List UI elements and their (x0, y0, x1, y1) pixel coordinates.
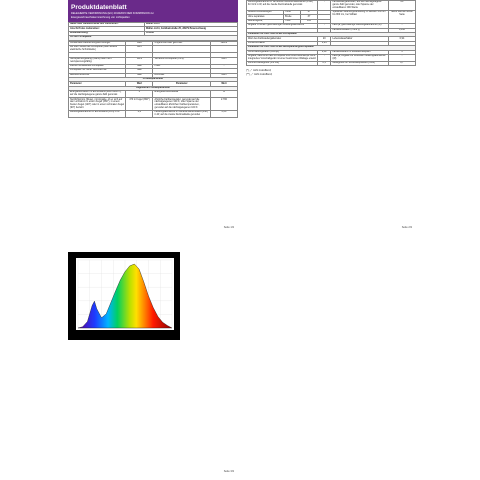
cell: 37 (301, 15, 318, 19)
cell: NDLS (210, 41, 237, 45)
cell: 470 in Kugel (360°) (126, 98, 153, 111)
cell: - (388, 24, 415, 28)
cell: Flimmer-Messgröße (Pst LM) (247, 62, 318, 66)
cell: Energieeffizienzklasse (153, 91, 210, 98)
cell: - (317, 1, 331, 11)
cell: 4 (126, 91, 153, 98)
section-heading: Parameter für LED- und OLED-Netzspannungslichtquellen (247, 46, 416, 50)
cell (210, 45, 237, 52)
cell: Nein (126, 73, 153, 77)
cell: Energieverbrauch im Ein-Zustand (kWh/1000 h), auf die nächstgelegene ganze Zahl gerundet (69, 91, 126, 98)
cell: 0,7 (388, 62, 415, 66)
info-value: Müller-Licht (145, 23, 238, 27)
table-row (247, 1, 416, 11)
column-header: Wert (210, 82, 237, 86)
cell: Falls ja, gleichwertige Leistungsaufnahme (W) (331, 24, 388, 28)
cell: Breite (284, 15, 301, 19)
cell: Lebensdauerfaktor (331, 37, 388, 41)
section-heading: Parameter für LED- und OLED-Lichtquellen (247, 32, 416, 36)
cell: Farbkonsistenz in McAdam-Ellipsen (331, 50, 388, 54)
cell: 105 (301, 19, 318, 23)
cell: - (388, 54, 415, 61)
cell: Siehe Bild auf letzter Seite (388, 10, 415, 23)
cell: Äußere Abmessungen (247, 10, 284, 14)
cell: Nein (210, 73, 237, 77)
section-heading: Allgemeine Produktparameter (69, 86, 238, 90)
cell: Nein (126, 64, 153, 68)
page-number: Seite 1/3 (223, 226, 234, 229)
page-number: Seite 2/3 (401, 226, 412, 229)
cell: Verwendete Beleuchtungstechnologie: (69, 41, 126, 45)
type-table (68, 41, 238, 119)
table-row (69, 91, 238, 98)
cell: Nein (210, 57, 237, 64)
cell: Farbwiedergabeindex, auf die nächstgelegene ganze Zahl gerundet, oder Spanne der einstellbaren CRI-Werte (331, 1, 388, 11)
cell: MLS (126, 57, 153, 64)
cell: - (317, 24, 331, 28)
cell: Tiefe (284, 19, 301, 23)
cell: Lichtquelle mit hoher Leuchtdichte: (69, 69, 126, 73)
section-heading: Art der Lichtquelle: (69, 36, 238, 40)
info-label: Anschrift des Lieferanten: (69, 27, 145, 31)
footnote: (**) „-" nicht zutreffend; (246, 73, 273, 77)
cell: Farblich einstellbare Lichtquelle: (69, 64, 126, 68)
cell: - (317, 54, 331, 61)
info-value: 401193 (145, 31, 238, 35)
table-row (69, 45, 238, 52)
cell: Messgröße für Stroboskop-Effekt (SVM) (331, 62, 388, 66)
page-title: Produktdatenblatt (71, 4, 127, 11)
cell: Hülle: (153, 64, 210, 68)
cell: E14 (126, 45, 153, 52)
table-row (69, 57, 238, 64)
cell: Leistungsaufnahme im Ein-Zustand (Pon) in W (69, 111, 126, 118)
cell: Dimmbar: (153, 73, 210, 77)
cell: Verschiebungsfaktor (cos φ1) (247, 50, 318, 54)
datasheet-page-1 (68, 0, 238, 236)
cell: 20 (317, 37, 331, 41)
info-label: Modellkennung: (69, 31, 145, 35)
cell: Mit oder Sockel der Lichtquelle (oder andere elektrische Schnittstelle) (69, 45, 126, 52)
subtitle-line: DELEGIERTE VERORDNUNG (EU) 2019/2015 DER KOMMISSION zur (71, 12, 154, 15)
cell (153, 45, 210, 52)
table-row (69, 111, 238, 118)
page-number: Seite 3/3 (223, 470, 234, 473)
cell: Farbkoordinaten (x und y) (331, 28, 388, 32)
datasheet-page-2 (246, 0, 416, 236)
cell: 0,94 (317, 41, 331, 45)
cell: Leistungsaufnahme im Bereitschaftszustand (Psb) in W, auf die zweite Dezimalstelle gerundet (153, 111, 210, 118)
spectrum-image (68, 252, 180, 340)
cell: Leistungsaufnahme im vernetzten Bereitschaftsbetrieb (Pnet) für CLS in W, auf die zweite Dezimalstelle gerundet (247, 1, 318, 11)
cell: Netzspannungsfähig (mains) oder nicht netzspannungsfähig: (69, 57, 126, 64)
footnote: (*) „-" nicht zutreffend; (246, 69, 272, 73)
table-row (247, 54, 416, 61)
cell: Blendschutzschild: (69, 73, 126, 77)
cell: Ähnliche Farbtemperatur, gerundet auf die nächstgelegenen 100 K, oder Spanne der einstellbaren ähnlichen Farbtemperaturen, gerundet auf die nächstgelegenen 100 K (153, 98, 210, 111)
datasheet-page-3 (68, 238, 238, 480)
column-header: Parameter (153, 82, 210, 86)
cell: Nutzlichtstrom (Φuse), mit Angabe, ob er sich auf den Lichtstrom in einem Kegel (360°), in einem breiten Kegel (120°) oder in einem schmalen Kegel (90°) bezieht (70, 97, 125, 109)
column-header: Wert (126, 82, 153, 86)
table-row (69, 98, 238, 111)
cell: 0,00 (210, 111, 237, 118)
section-heading: Produktparameter (69, 77, 238, 81)
cell: Wert des Farbwiedergabeindex (247, 37, 318, 41)
subtitle-line: Energieverbrauchskennzeichnung von Lichtquellen (71, 16, 130, 19)
cell: ohne separates (247, 15, 284, 19)
cell: Betriebsgerät, (247, 19, 284, 23)
cell: Ungerichtet oder gerichtet: (153, 41, 210, 45)
cell: Falls ja, Angabe zur ersetzten Leistungsaufnahme (W) (331, 54, 388, 61)
info-table (68, 22, 238, 41)
cell: 0,94 (388, 37, 415, 41)
table-row (247, 62, 416, 66)
cell: 2.700 (210, 98, 237, 111)
cell: 0,440 (388, 28, 415, 32)
cell: Angabe zu einem gleichwertigen Leistungsaufnahme** (247, 24, 318, 28)
info-label: Name oder Handelsmarke des Lieferanten: (69, 23, 145, 27)
cell: Nein (126, 69, 153, 73)
cell: 97 (301, 10, 318, 14)
cell: 0,52 (317, 50, 331, 54)
cell: Angabe, dass eine LED-Lichtquelle eine Leuchtstofflampe ohne integriertes Vorschaltgerät mit einer bestimmten Wattage ersetzt (248, 54, 316, 60)
cell: LED (126, 41, 153, 45)
column-header: Parameter (69, 82, 126, 86)
cell: 80 (388, 1, 415, 11)
cell: Vernetzte Lichtquelle (CLS): (153, 57, 210, 64)
cell: Höhe (284, 10, 301, 14)
cell: - (210, 64, 237, 68)
param-table-continued (246, 0, 416, 66)
cell: G (210, 91, 237, 98)
cell: 5 (388, 50, 415, 54)
cell: 4,0 (126, 111, 153, 118)
cell: Lichtstromfaktor (247, 41, 318, 45)
cell: 0,1 (317, 62, 331, 66)
info-value: Müller-Licht, Goldbekstraße 25, 28279 Braunschweig (145, 27, 238, 31)
title-band (68, 0, 238, 22)
cell: Spektrale Strahlungsverteilung im Bereich 250 nm bis 800 nm, bei Volllast (331, 10, 388, 23)
